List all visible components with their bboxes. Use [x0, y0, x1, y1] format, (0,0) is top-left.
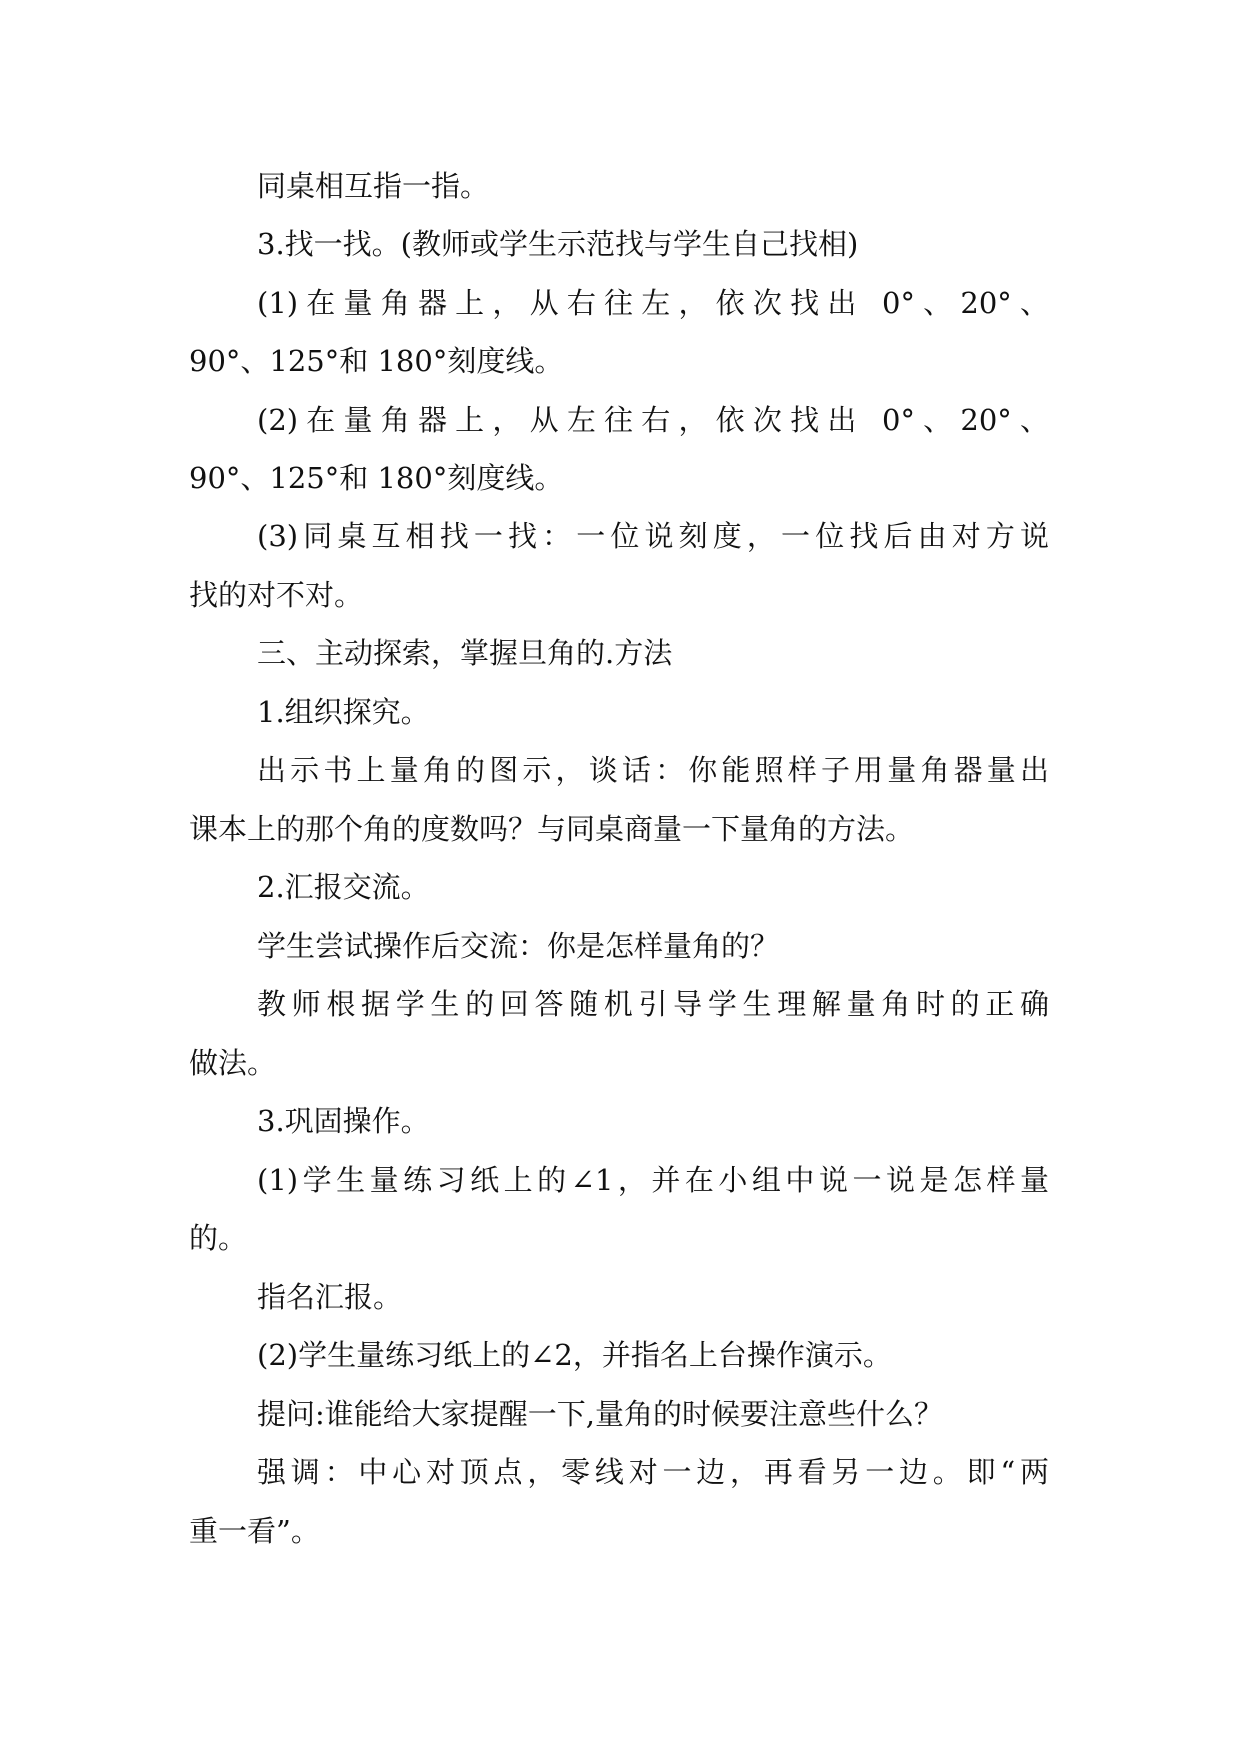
text-line: 2.汇报交流。: [257, 870, 430, 904]
text-line: 90°、125°和 180°刻度线。: [189, 344, 564, 378]
text-line: 3.巩固操作。: [257, 1104, 430, 1138]
text-line: 课本上的那个角的度数吗？与同桌商量一下量角的方法。: [189, 812, 915, 846]
text-line: (1)学生量练习纸上的∠1，并在小组中说一说是怎样量: [257, 1163, 1049, 1197]
text-line: 1.组织探究。: [257, 695, 430, 729]
text-line: 同桌相互指一指。: [257, 169, 490, 203]
text-line: 强调：中心对顶点，零线对一边，再看另一边。即“两: [257, 1455, 1049, 1489]
text-line: 指名汇报。: [257, 1280, 403, 1314]
text-line: 的。: [189, 1221, 248, 1255]
text-line: 出示书上量角的图示，谈话：你能照样子用量角器量出: [257, 753, 1049, 787]
text-line: 3.找一找。(教师或学生示范找与学生自己找相): [257, 227, 859, 261]
text-line: 学生尝试操作后交流：你是怎样量角的？: [257, 929, 780, 963]
text-line: 提问:谁能给大家提醒一下,量角的时候要注意些什么？: [257, 1397, 943, 1431]
text-line: (3)同桌互相找一找：一位说刻度，一位找后由对方说: [257, 519, 1049, 553]
section-heading: 三、主动探索，掌握旦角的.方法: [257, 636, 673, 670]
text-line: (1)在量角器上，从右往左，依次找出 0°、20°、: [257, 286, 1049, 320]
text-line: 找的对不对。: [189, 578, 364, 612]
text-line: 教师根据学生的回答随机引导学生理解量角时的正确: [257, 987, 1049, 1021]
text-line: 90°、125°和 180°刻度线。: [189, 461, 564, 495]
text-line: 做法。: [189, 1046, 277, 1080]
text-line: (2)在量角器上，从左往右，依次找出 0°、20°、: [257, 403, 1049, 437]
text-line: 重一看”。: [189, 1514, 320, 1548]
text-line: (2)学生量练习纸上的∠2，并指名上台操作演示。: [257, 1338, 892, 1372]
